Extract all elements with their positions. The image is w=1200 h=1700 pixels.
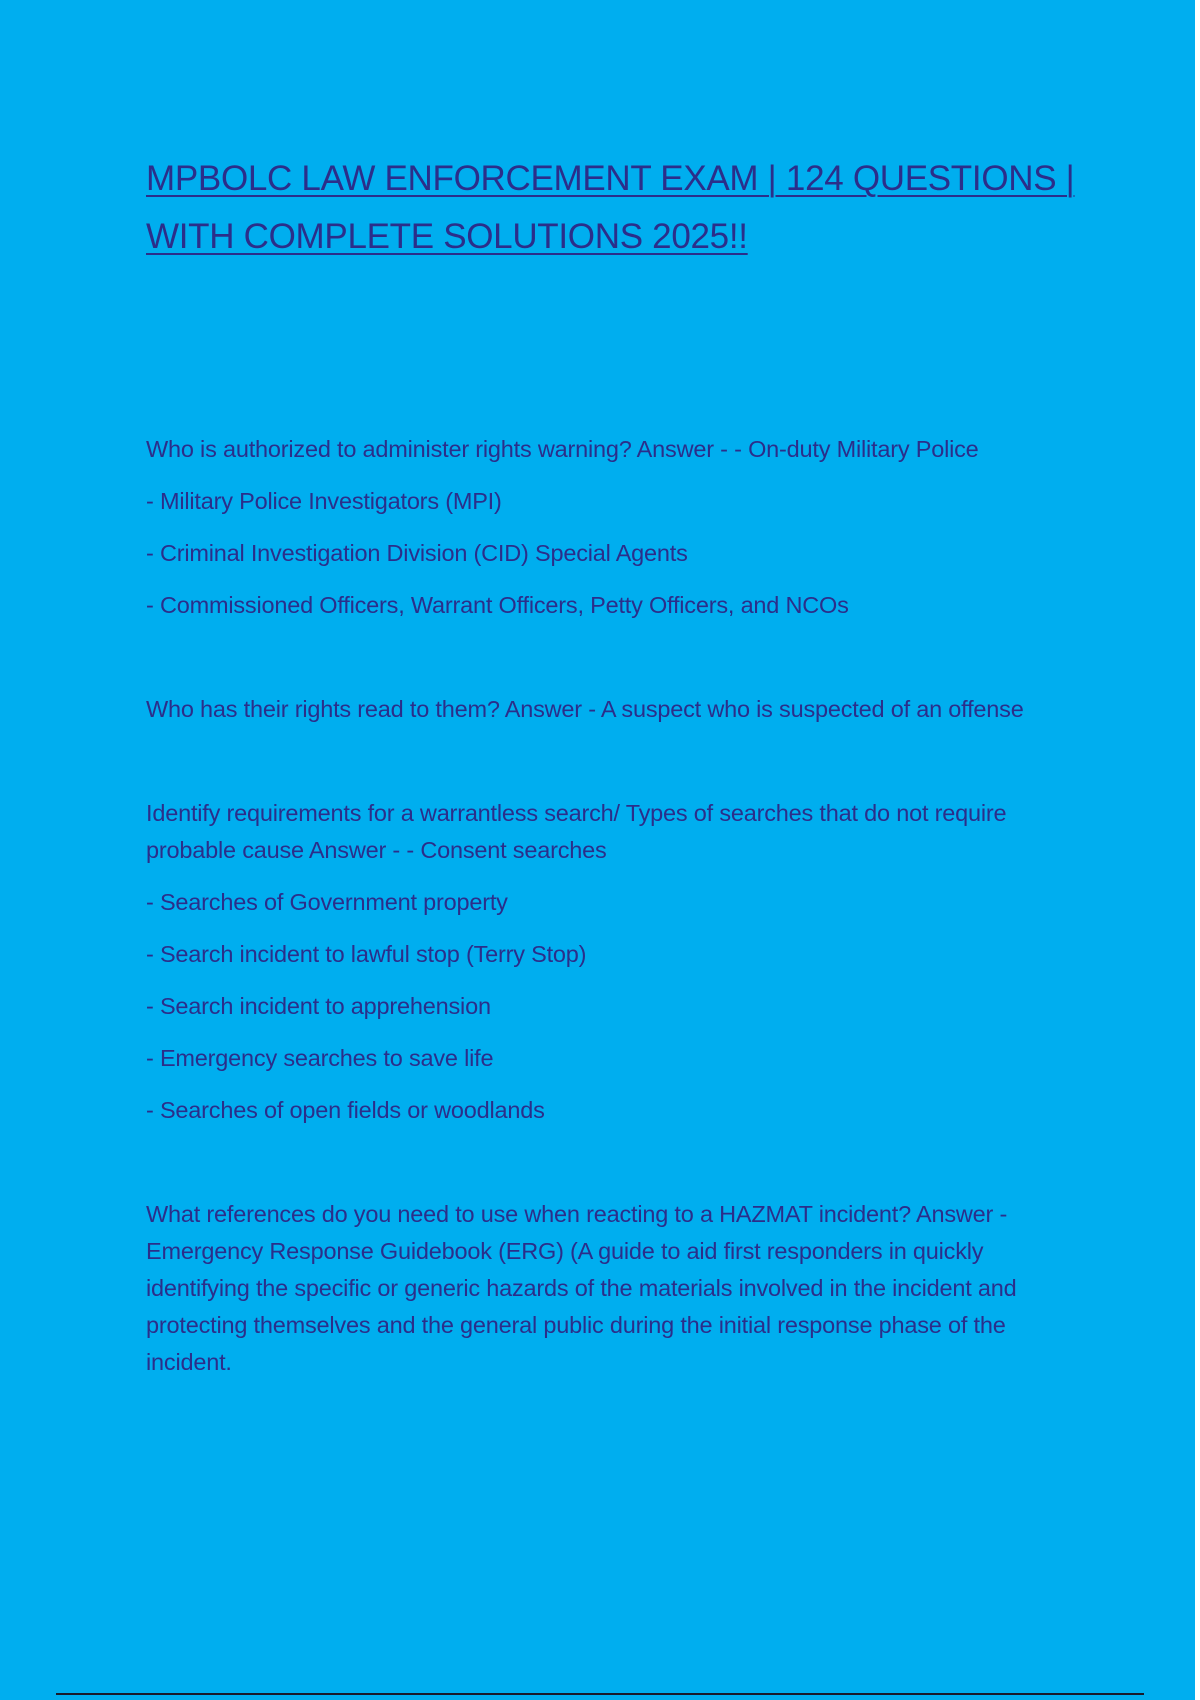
answer-item: - Criminal Investigation Division (CID) Special Agents (146, 540, 688, 566)
question-block-1 (146, 431, 1076, 624)
document-title: MPBOLC LAW ENFORCEMENT EXAM | 124 QUESTIONS | WITH COMPLETE SOLUTIONS 2025!! (146, 159, 1075, 256)
answer-item: - Searches of Government property (146, 889, 508, 915)
question-block-2 (146, 691, 1076, 728)
question-text: Identify requirements for a warrantless search/ Types of searches that do not require probable cause Answer - - Consent searches (146, 800, 1007, 863)
question-text: What references do you need to use when reacting to a HAZMAT incident? Answer - Emergency Response Guidebook (ERG) (A guide to aid first responders in quickly identifying the specific or generic hazards of the materials involved in the incident and protecting themselves and the general public during the initial response phase of the incident. (146, 1201, 1017, 1375)
question-block-4 (146, 1196, 1076, 1381)
question-text: Who is authorized to administer rights warning? Answer - - On-duty Military Police (146, 436, 979, 462)
document-page (146, 150, 1076, 1381)
answer-item: - Searches of open fields or woodlands (146, 1097, 545, 1123)
question-text: Who has their rights read to them? Answer - A suspect who is suspected of an offense (146, 696, 1024, 722)
answer-item: - Emergency searches to save life (146, 1045, 494, 1071)
answer-item: - Commissioned Officers, Warrant Officers, Petty Officers, and NCOs (146, 592, 849, 618)
answer-item: - Search incident to apprehension (146, 993, 491, 1019)
bottom-rule (56, 1693, 1144, 1695)
question-block-3 (146, 795, 1076, 1129)
answer-item: - Military Police Investigators (MPI) (146, 488, 502, 514)
answer-item: - Search incident to lawful stop (Terry Stop) (146, 941, 587, 967)
page-right-edge (1195, 0, 1200, 1700)
